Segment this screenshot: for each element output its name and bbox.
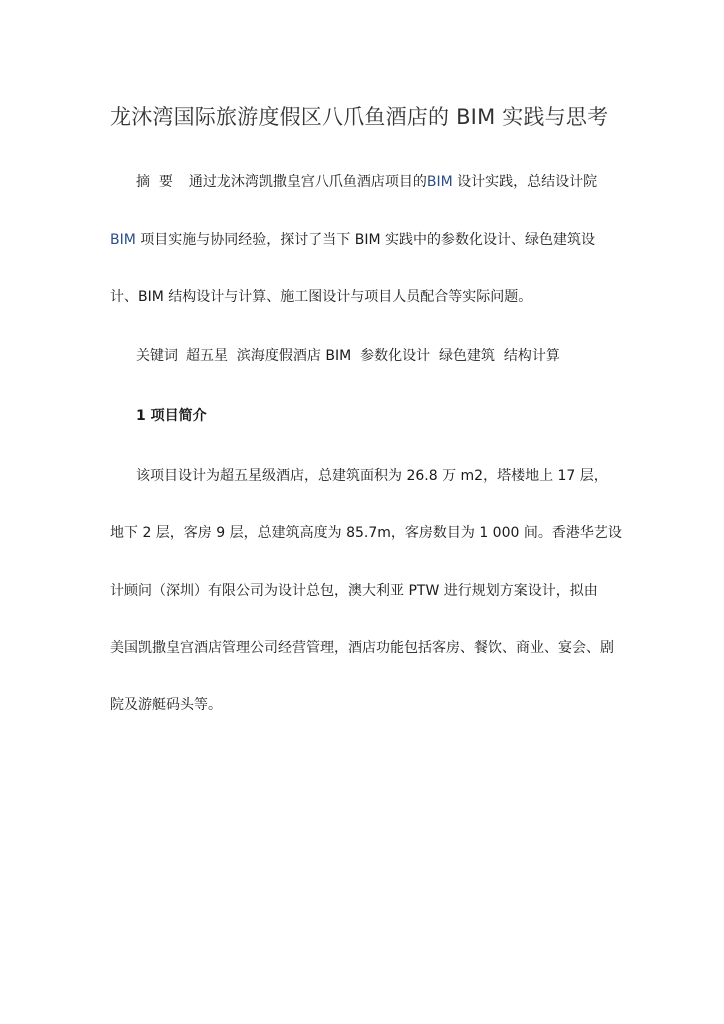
section-line-3: 计顾问（深圳）有限公司为设计总包，澳大利亚 PTW 进行规划方案设计，拟由 bbox=[110, 583, 598, 599]
abstract-text-1b: 设计实践，总结设计院 bbox=[452, 174, 598, 190]
section-line-5: 院及游艇码头等。 bbox=[110, 697, 222, 713]
keywords-text: 超五星 滨海度假酒店 BIM 参数化设计 绿色建筑 结构计算 bbox=[186, 348, 560, 364]
keywords-label: 关键词 bbox=[136, 348, 178, 364]
document-title: 龙沐湾国际旅游度假区八爪鱼酒店的 BIM 实践与思考 bbox=[110, 105, 609, 129]
abstract-line-1 bbox=[136, 171, 597, 191]
bim-link-1[interactable]: BIM bbox=[426, 174, 453, 190]
abstract-text-2: 项目实施与协同经验，探讨了当下 BIM 实践中的参数化设计、绿色建筑设 bbox=[135, 232, 595, 248]
abstract-line-2 bbox=[110, 229, 595, 249]
section-line-4: 美国凯撒皇宫酒店管理公司经营管理，酒店功能包括客房、餐饮、商业、宴会、剧 bbox=[110, 640, 614, 656]
keywords-line bbox=[136, 345, 560, 365]
section-line-2: 地下 2 层，客房 9 层，总建筑高度为 85.7m，客房数目为 1 000 间。香港华艺设 bbox=[110, 525, 622, 541]
bim-link-2[interactable]: BIM bbox=[110, 232, 136, 248]
section-heading: 1 项目简介 bbox=[136, 408, 207, 424]
abstract-text-1: 通过龙沐湾凯撒皇宫八爪鱼酒店项目的 bbox=[188, 174, 427, 190]
abstract-label: 摘 要 bbox=[136, 174, 173, 190]
abstract-line-3: 计、BIM 结构设计与计算、施工图设计与项目人员配合等实际问题。 bbox=[110, 289, 533, 305]
section-line-1: 该项目设计为超五星级酒店，总建筑面积为 26.8 万 m2，塔楼地上 17 层， bbox=[136, 468, 608, 484]
